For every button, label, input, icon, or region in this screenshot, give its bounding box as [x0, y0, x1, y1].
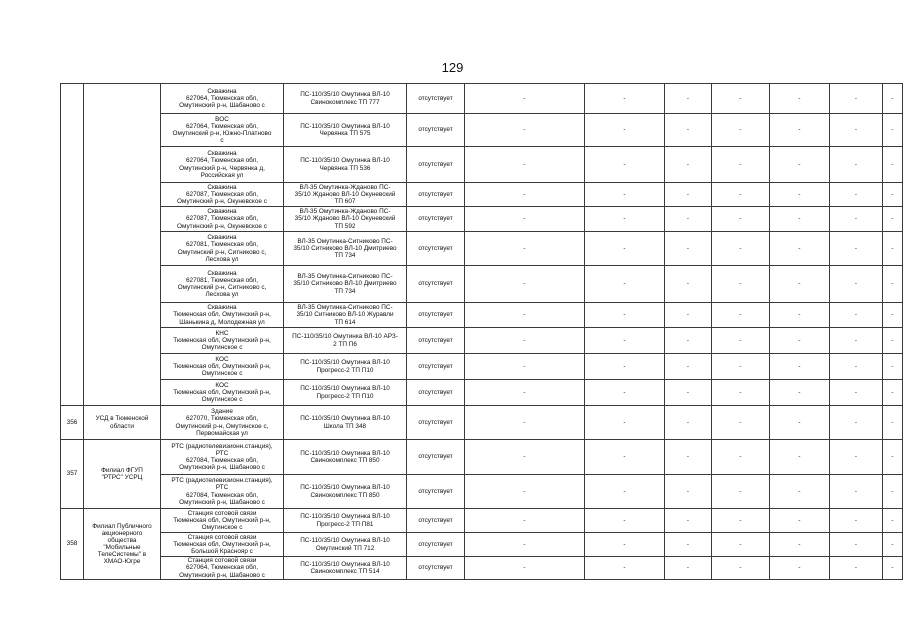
dash-cell: -: [830, 406, 883, 440]
status-cell: отсутствует: [407, 266, 465, 303]
status-cell: отсутствует: [407, 303, 465, 328]
dash-cell: -: [770, 147, 830, 183]
dash-cell: -: [712, 84, 770, 114]
dash-cell: -: [883, 533, 903, 557]
table-row: [61, 533, 903, 557]
dash-cell: -: [465, 266, 585, 303]
status-cell: отсутствует: [407, 328, 465, 354]
organization-cell: [84, 84, 161, 406]
dash-cell: -: [465, 440, 585, 475]
power-supply-cell: ВЛ-35 Омутинка-Жданово ПС- 35/10 Жданово ВЛ-10 Окуневский ТП 607: [284, 183, 407, 207]
dash-cell: -: [712, 147, 770, 183]
organization-cell: Филиал Публичного акционерного общества "Мобильные ТелеСистемы" в ХМАО-Югре: [84, 509, 161, 580]
table-body: [61, 84, 903, 580]
dash-cell: -: [465, 557, 585, 580]
dash-cell: -: [830, 84, 883, 114]
dash-cell: -: [465, 303, 585, 328]
dash-cell: -: [465, 328, 585, 354]
dash-cell: -: [770, 440, 830, 475]
dash-cell: -: [883, 509, 903, 533]
dash-cell: -: [465, 232, 585, 266]
dash-cell: -: [883, 266, 903, 303]
dash-cell: -: [465, 207, 585, 232]
dash-cell: -: [665, 557, 712, 580]
power-supply-cell: ВЛ-35 Омутинка-Ситниково ПС- 35/10 Ситниково ВЛ-10 Дмитриево ТП 734: [284, 266, 407, 303]
power-supply-cell: ПС-110/35/10 Омутинка ВЛ-10 Свинокомплекс ТП 850: [284, 440, 407, 475]
power-supply-cell: ВЛ-35 Омутинка-Жданово ПС- 35/10 Жданово ВЛ-10 Окуневский ТП 592: [284, 207, 407, 232]
dash-cell: -: [883, 557, 903, 580]
dash-cell: -: [665, 266, 712, 303]
dash-cell: -: [585, 147, 665, 183]
dash-cell: -: [465, 84, 585, 114]
dash-cell: -: [585, 380, 665, 406]
dash-cell: -: [830, 114, 883, 147]
dash-cell: -: [665, 207, 712, 232]
dash-cell: -: [712, 533, 770, 557]
object-cell: Скважина 627081, Тюменская обл, Омутинский р-н, Ситниково с, Лесхова ул: [161, 266, 284, 303]
dash-cell: -: [665, 440, 712, 475]
dash-cell: -: [830, 533, 883, 557]
object-cell: Станция сотовой связи 627064, Тюменская обл, Омутинский р-н, Шабаново с: [161, 557, 284, 580]
dash-cell: -: [830, 475, 883, 509]
table-row: [61, 207, 903, 232]
power-supply-cell: ПС-110/35/10 Омутинка ВЛ-10 Школа ТП 348: [284, 406, 407, 440]
power-supply-cell: ПС-110/35/10 Омутинка ВЛ-10 Червянка ТП 536: [284, 147, 407, 183]
dash-cell: -: [665, 380, 712, 406]
power-supply-cell: ПС-110/35/10 Омутинка ВЛ-10 Прогресс-2 ТП П10: [284, 380, 407, 406]
dash-cell: -: [585, 207, 665, 232]
dash-cell: -: [770, 533, 830, 557]
status-cell: отсутствует: [407, 475, 465, 509]
dash-cell: -: [712, 114, 770, 147]
status-cell: отсутствует: [407, 207, 465, 232]
dash-cell: -: [465, 354, 585, 380]
dash-cell: -: [465, 406, 585, 440]
dash-cell: -: [585, 232, 665, 266]
object-cell: Станция сотовой связи Тюменская обл, Омутинский р-н, Омутинское с: [161, 509, 284, 533]
table-row: [61, 475, 903, 509]
dash-cell: -: [883, 303, 903, 328]
dash-cell: -: [830, 207, 883, 232]
dash-cell: -: [770, 509, 830, 533]
dash-cell: -: [585, 303, 665, 328]
dash-cell: -: [712, 440, 770, 475]
dash-cell: -: [770, 380, 830, 406]
dash-cell: -: [883, 354, 903, 380]
dash-cell: -: [585, 266, 665, 303]
object-cell: Скважина 627064, Тюменская обл, Омутинский р-н, Шабаново с: [161, 84, 284, 114]
dash-cell: -: [830, 303, 883, 328]
dash-cell: -: [585, 328, 665, 354]
object-cell: ВОС 627064, Тюменская обл, Омутинский р-н, Южно-Платново с: [161, 114, 284, 147]
dash-cell: -: [465, 147, 585, 183]
dash-cell: -: [585, 114, 665, 147]
dash-cell: -: [830, 147, 883, 183]
status-cell: отсутствует: [407, 509, 465, 533]
dash-cell: -: [585, 533, 665, 557]
dash-cell: -: [830, 232, 883, 266]
dash-cell: -: [665, 84, 712, 114]
dash-cell: -: [712, 475, 770, 509]
dash-cell: -: [712, 303, 770, 328]
status-cell: отсутствует: [407, 354, 465, 380]
power-supply-cell: ПС-110/35/10 Омутинка ВЛ-10 Прогресс-2 ТП П81: [284, 509, 407, 533]
dash-cell: -: [770, 475, 830, 509]
table-row: [61, 232, 903, 266]
dash-cell: -: [712, 406, 770, 440]
dash-cell: -: [665, 147, 712, 183]
dash-cell: -: [665, 183, 712, 207]
dash-cell: -: [883, 147, 903, 183]
dash-cell: -: [830, 557, 883, 580]
dash-cell: -: [770, 557, 830, 580]
object-cell: Скважина 627087, Тюменская обл, Омутинский р-н, Окуневское с: [161, 183, 284, 207]
status-cell: отсутствует: [407, 440, 465, 475]
dash-cell: -: [712, 232, 770, 266]
dash-cell: -: [883, 232, 903, 266]
dash-cell: -: [770, 406, 830, 440]
dash-cell: -: [883, 84, 903, 114]
row-number-cell: 358: [61, 509, 84, 580]
dash-cell: -: [770, 232, 830, 266]
page-number: 129: [441, 60, 464, 75]
dash-cell: -: [585, 509, 665, 533]
dash-cell: -: [830, 380, 883, 406]
dash-cell: -: [883, 440, 903, 475]
organization-cell: УСД в Тюменской области: [84, 406, 161, 440]
dash-cell: -: [665, 533, 712, 557]
table-row: [61, 440, 903, 475]
dash-cell: -: [830, 509, 883, 533]
dash-cell: -: [665, 232, 712, 266]
power-supply-cell: ПС-110/35/10 Омутинка ВЛ-10 Свинокомплекс ТП 777: [284, 84, 407, 114]
dash-cell: -: [465, 114, 585, 147]
dash-cell: -: [665, 328, 712, 354]
dash-cell: -: [665, 475, 712, 509]
dash-cell: -: [883, 475, 903, 509]
dash-cell: -: [712, 509, 770, 533]
object-cell: КНС Тюменская обл, Омутинский р-н, Омутинское с: [161, 328, 284, 354]
dash-cell: -: [883, 183, 903, 207]
dash-cell: -: [465, 533, 585, 557]
power-supply-cell: ПС-110/35/10 Омутинка ВЛ-10 Омутинский ТП 712: [284, 533, 407, 557]
dash-cell: -: [712, 557, 770, 580]
power-supply-cell: ПС-110/35/10 Омутинка ВЛ-10 АРЗ- 2 ТП П6: [284, 328, 407, 354]
status-cell: отсутствует: [407, 557, 465, 580]
organization-cell: Филиал ФГУП "РТРС" УСРЦ: [84, 440, 161, 509]
dash-cell: -: [883, 380, 903, 406]
object-cell: КОС Тюменская обл, Омутинский р-н, Омутинское с: [161, 354, 284, 380]
table-row: [61, 557, 903, 580]
object-cell: Скважина Тюменская обл, Омутинский р-н, Шанькина д, Молодежная ул: [161, 303, 284, 328]
dash-cell: -: [665, 406, 712, 440]
dash-cell: -: [465, 380, 585, 406]
power-supply-cell: ВЛ-35 Омутинка-Ситниково ПС- 35/10 Ситниково ВЛ-10 Дмитриево ТП 734: [284, 232, 407, 266]
power-supply-cell: ПС-110/35/10 Омутинка ВЛ-10 Червянка ТП 575: [284, 114, 407, 147]
dash-cell: -: [665, 303, 712, 328]
status-cell: отсутствует: [407, 406, 465, 440]
object-cell: Скважина 627081, Тюменская обл, Омутинский р-н, Ситниково с, Лесхова ул: [161, 232, 284, 266]
table-row: [61, 380, 903, 406]
object-cell: Скважина 627087, Тюменская обл, Омутинский р-н, Окуневское с: [161, 207, 284, 232]
table-row: [61, 266, 903, 303]
dash-cell: -: [585, 557, 665, 580]
dash-cell: -: [465, 475, 585, 509]
row-number-cell: [61, 84, 84, 406]
dash-cell: -: [665, 509, 712, 533]
status-cell: отсутствует: [407, 232, 465, 266]
status-cell: отсутствует: [407, 114, 465, 147]
status-cell: отсутствует: [407, 183, 465, 207]
table-row: [61, 354, 903, 380]
table-row: [61, 406, 903, 440]
dash-cell: -: [883, 406, 903, 440]
dash-cell: -: [712, 266, 770, 303]
dash-cell: -: [665, 354, 712, 380]
dash-cell: -: [712, 380, 770, 406]
dash-cell: -: [585, 183, 665, 207]
dash-cell: -: [465, 183, 585, 207]
object-cell: РТС (радиотелевизионн.станция), РТС 627084, Тюменская обл, Омутинский р-н, Шабаново с: [161, 475, 284, 509]
power-supply-cell: ПС-110/35/10 Омутинка ВЛ-10 Свинокомплекс ТП 514: [284, 557, 407, 580]
dash-cell: -: [770, 207, 830, 232]
dash-cell: -: [770, 114, 830, 147]
dash-cell: -: [585, 406, 665, 440]
object-cell: КОС Тюменская обл, Омутинский р-н, Омутинское с: [161, 380, 284, 406]
dash-cell: -: [465, 509, 585, 533]
object-cell: Здание 627070, Тюменская обл, Омутинский р-н, Омутинское с, Первомайская ул: [161, 406, 284, 440]
dash-cell: -: [585, 354, 665, 380]
power-supply-cell: ПС-110/35/10 Омутинка ВЛ-10 Прогресс-2 ТП П10: [284, 354, 407, 380]
dash-cell: -: [770, 266, 830, 303]
object-cell: Скважина 627064, Тюменская обл, Омутинский р-н, Червянка д, Российская ул: [161, 147, 284, 183]
dash-cell: -: [830, 354, 883, 380]
power-supply-cell: ПС-110/35/10 Омутинка ВЛ-10 Свинокомплекс ТП 850: [284, 475, 407, 509]
table-row: [61, 303, 903, 328]
status-cell: отсутствует: [407, 147, 465, 183]
dash-cell: -: [770, 303, 830, 328]
object-cell: Станция сотовой связи Тюменская обл, Омутинский р-н, Большой Краснояр с: [161, 533, 284, 557]
power-supply-cell: ВЛ-35 Омутинка-Ситниково ПС- 35/10 Ситниково ВЛ-10 Журавли ТП 614: [284, 303, 407, 328]
row-number-cell: 356: [61, 406, 84, 440]
dash-cell: -: [883, 328, 903, 354]
table-row: [61, 147, 903, 183]
status-cell: отсутствует: [407, 84, 465, 114]
dash-cell: -: [830, 328, 883, 354]
dash-cell: -: [712, 207, 770, 232]
dash-cell: -: [883, 207, 903, 232]
dash-cell: -: [770, 183, 830, 207]
dash-cell: -: [712, 328, 770, 354]
dash-cell: -: [770, 84, 830, 114]
table-row: [61, 509, 903, 533]
row-number-cell: 357: [61, 440, 84, 509]
dash-cell: -: [830, 440, 883, 475]
status-cell: отсутствует: [407, 380, 465, 406]
dash-cell: -: [585, 84, 665, 114]
table-row: [61, 183, 903, 207]
dash-cell: -: [712, 183, 770, 207]
status-cell: отсутствует: [407, 533, 465, 557]
object-cell: РТС (радиотелевизионн.станция), РТС 627084, Тюменская обл, Омутинский р-н, Шабаново с: [161, 440, 284, 475]
dash-cell: -: [665, 114, 712, 147]
dash-cell: -: [770, 328, 830, 354]
dash-cell: -: [770, 354, 830, 380]
table-row: [61, 84, 903, 114]
dash-cell: -: [830, 183, 883, 207]
dash-cell: -: [585, 440, 665, 475]
dash-cell: -: [883, 114, 903, 147]
dash-cell: -: [830, 266, 883, 303]
dash-cell: -: [585, 475, 665, 509]
dash-cell: -: [712, 354, 770, 380]
table-row: [61, 114, 903, 147]
consumers-table: [60, 83, 903, 580]
table-row: [61, 328, 903, 354]
